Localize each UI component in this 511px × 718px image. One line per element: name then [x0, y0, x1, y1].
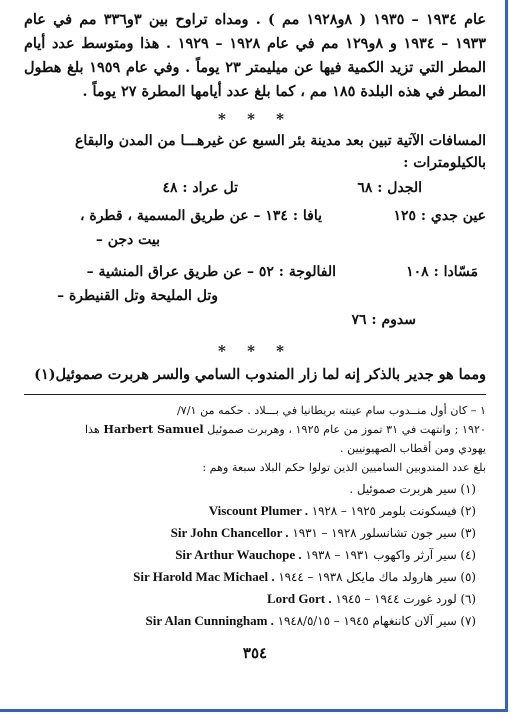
distances-intro: المسافات الآتية تبين بعد مدينة بئر السبع عن غيرهـــا من المدن والبقاع بالكيلومترات : — [74, 133, 486, 171]
list-item: (٣) سير جون تشانسلور ١٩٢٨ – ١٩٣١ Sir John Chancellor . — [170, 525, 476, 540]
footnote-divider — [24, 394, 486, 395]
commissioner-english-name: Sir Harold Mac Michael . — [133, 569, 275, 584]
commissioner-paragraph: ومما هو جدير بالذكر إنه لما زار المندوب السامي والسر هربرت صموئيل(١) — [34, 366, 486, 383]
list-item: (٢) فيسكونت بلومر ١٩٢٥ – ١٩٢٨ Viscount Plumer . — [208, 503, 476, 518]
list-item: (١) سير هربرت صموئيل . — [349, 482, 476, 496]
footnote — [24, 401, 486, 477]
distance-faluja-cont: وتل المليحة وتل القنيطرة – — [57, 288, 218, 304]
commissioners-list — [24, 479, 486, 632]
distance-faluja: الفالوجة : ٥٢ – عن طريق عراق المنشية – — [86, 264, 336, 280]
footnote-line — [24, 420, 486, 439]
list-item: (٦) لورد غورت ١٩٤٤ – ١٩٤٥ Lord Gort . — [266, 591, 476, 606]
footnote-text: ١٩٢٠ ; وانتهت في ٣١ تموز من عام ١٩٢٥ ، وهربرت صموئيل — [207, 423, 486, 436]
rainfall-paragraph: عام ١٩٣٤ – ١٩٣٥ ( ٨و١٩٢٨ مم ) . ومداه تراوح بين ٣و٣٣٦ مم في عام ١٩٣٣ – ١٩٣٤ و ٨و١٢٩ مم في عام ١٩٢٨ – ١٩٢٩ . هذا ومتوسط عدد أيام المطر التي تزيد الكمية فيها عن ميليمتر ٢٣ يوماً . وفي عام ١٩٥٩ بلغ هطول المطر في هذه البلدة ١٨٥ مم ، كما بلغ عدد أيامها المطرة ٢٧ يوماً . — [24, 11, 487, 100]
commissioner-english-name: Sir Alan Cunningham . — [145, 613, 274, 628]
footnote-line: بلغ عدد المندوبين الساميين الذين تولوا حكم البلاد سبعة وهم : — [202, 461, 486, 474]
distance-jedel: الجدل : ٦٨ — [357, 180, 422, 196]
list-item: (٤) سير آرثر واكهوب ١٩٣١ – ١٩٣٨ Sir Arthur Wauchope . — [175, 547, 476, 562]
list-item: (٥) سير هارولد ماك مايكل ١٩٣٨ – ١٩٤٤ Sir Harold Mac Michael . — [133, 569, 476, 584]
page-number: ٣٥٤ — [242, 644, 268, 662]
distance-jaffa-cont: بيت دجن – — [95, 232, 160, 248]
section-separator-2: * * * — [218, 342, 292, 360]
footnote-text: هذا — [84, 423, 100, 436]
distance-sodom: سدوم : ٧٦ — [351, 312, 416, 328]
commissioner-english-name: Sir John Chancellor . — [170, 525, 289, 540]
footnote-english-name: Harbert Samuel — [103, 422, 204, 436]
commissioner-english-name: Sir Arthur Wauchope . — [175, 547, 302, 562]
commissioner-english-name: Viscount Plumer . — [208, 503, 308, 518]
distance-ein-gedi: عين جدي : ١٢٥ — [393, 208, 486, 224]
list-item: (٧) سير آلان كاننغهام ١٩٤٥ – ١٩٤٨/٥/١٥ Sir Alan Cunningham . — [145, 613, 476, 628]
commissioner-english-name: Lord Gort . — [266, 591, 332, 606]
section-separator: * * * — [218, 110, 292, 128]
distance-masada: مَسّادا : ١٠٨ — [406, 264, 478, 280]
document-page — [24, 8, 486, 662]
distance-tel-arad: تل عراد : ٤٨ — [162, 180, 238, 196]
footnote-line: يهودي ومن أقطاب الصهيونيين . — [340, 442, 486, 455]
distance-jaffa: يافا : ١٣٤ – عن طريق المسمية ، قطرة ، — [79, 208, 322, 224]
distances-table — [24, 174, 486, 328]
footnote-line: ١ – كان أول منــدوب سام عينته بريطانيا في بـــلاد . حكمه من ٧/١/ — [176, 404, 486, 417]
